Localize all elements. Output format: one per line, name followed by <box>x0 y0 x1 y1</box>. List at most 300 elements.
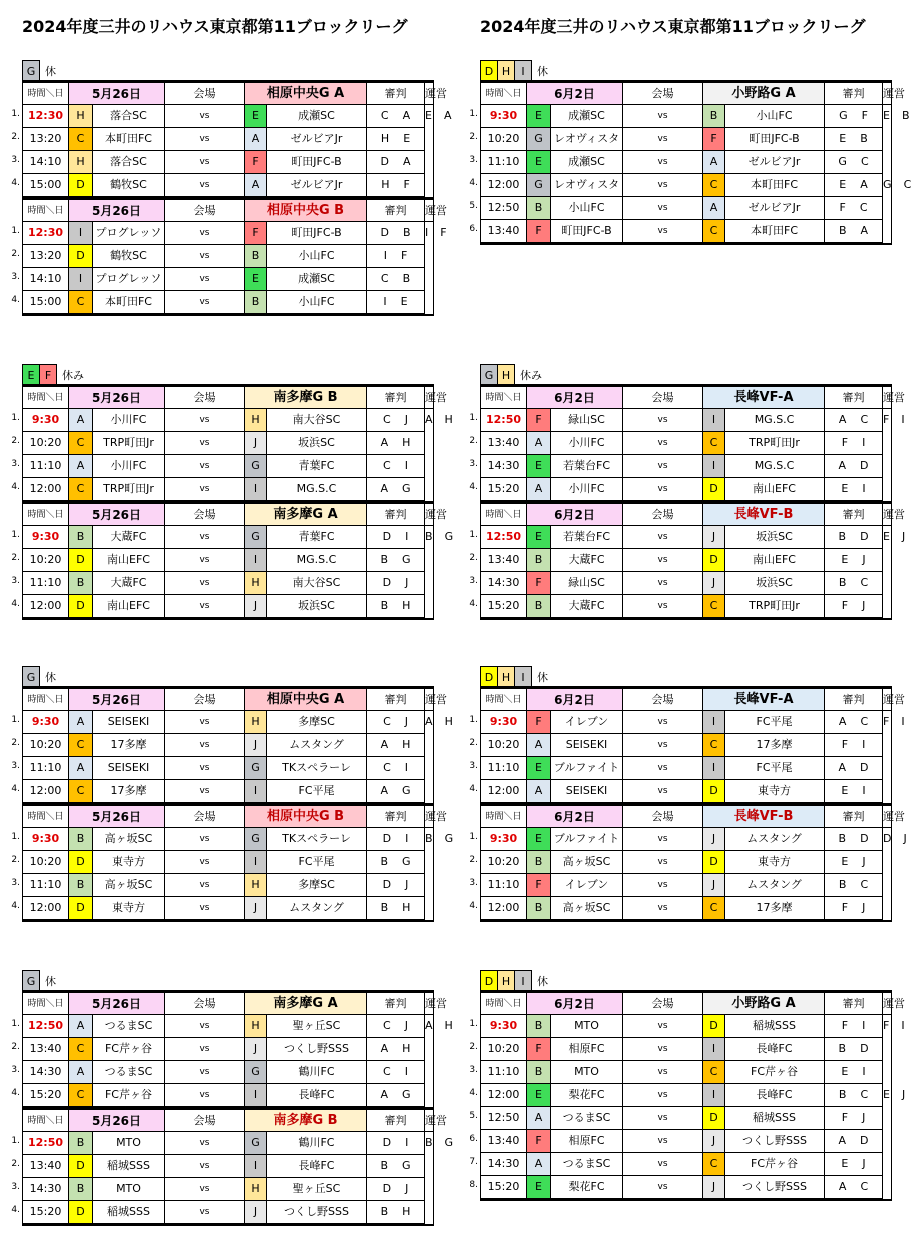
rest-team-badge: F <box>39 364 57 386</box>
away-team-letter: G <box>245 828 267 851</box>
kickoff-time: 13:40 <box>481 1130 527 1153</box>
home-team-letter: B <box>69 1178 93 1201</box>
home-team: 高ヶ坂SC <box>551 897 623 920</box>
match-block <box>469 384 906 503</box>
operation-header: 運営 <box>883 387 892 409</box>
home-team: 南山EFC <box>93 595 165 618</box>
away-team: ムスタング <box>725 874 825 897</box>
row-number: 3. <box>11 576 20 586</box>
match-row <box>481 1084 892 1107</box>
away-team-letter: I <box>703 711 725 734</box>
home-team-letter: B <box>69 572 93 595</box>
match-row <box>23 1155 434 1178</box>
operation-teams <box>883 572 892 595</box>
kickoff-time: 12:00 <box>23 780 69 803</box>
schedule-panel <box>11 364 454 620</box>
match-row <box>481 572 892 595</box>
referee-teams <box>825 151 883 174</box>
referee-1: A <box>838 413 847 426</box>
away-team: 町田JFC-B <box>725 128 825 151</box>
referee-1: A <box>380 1042 389 1055</box>
away-team: 東寺方 <box>725 780 825 803</box>
referee-2: G <box>402 855 411 868</box>
kickoff-time: 11:10 <box>23 757 69 780</box>
away-team-letter: I <box>703 409 725 432</box>
away-team: TKスペラーレ <box>267 757 367 780</box>
kickoff-time: 9:30 <box>481 105 527 128</box>
operation-header: 運営 <box>883 689 892 711</box>
row-number: 2. <box>11 553 20 563</box>
row-number: 3. <box>11 878 20 888</box>
home-team-letter: A <box>69 711 93 734</box>
referee-1: E <box>841 1157 849 1170</box>
home-team: 若葉台FC <box>551 455 623 478</box>
away-team-letter: A <box>245 128 267 151</box>
referee-2: H <box>402 436 411 449</box>
away-team-letter: D <box>703 1107 725 1130</box>
rest-label: 休み <box>520 369 542 382</box>
home-team: プログレッソ <box>93 222 165 245</box>
rest-label: 休 <box>45 975 56 988</box>
row-number: 4. <box>11 1088 20 1098</box>
referee-teams <box>367 151 425 174</box>
home-team: 17多摩 <box>93 734 165 757</box>
referee-2: G <box>402 553 411 566</box>
time-day-header: 時間＼日 <box>481 806 527 828</box>
kickoff-time: 15:00 <box>23 174 69 197</box>
header-row <box>23 387 434 409</box>
away-team-letter: A <box>245 174 267 197</box>
referee-teams <box>367 291 425 314</box>
home-team: 成瀬SC <box>551 105 623 128</box>
operation-header: 運営 <box>425 504 434 526</box>
referee-2: I <box>405 530 409 543</box>
home-team-letter: D <box>69 549 93 572</box>
referee-1: B <box>838 224 847 237</box>
referee-2: I <box>405 1136 409 1149</box>
home-team-letter: A <box>69 1015 93 1038</box>
row-number: 4. <box>11 784 20 794</box>
operation-1: F <box>883 1019 890 1033</box>
referee-teams <box>825 526 883 549</box>
vs-label: vs <box>623 478 703 501</box>
rest-team-badge: I <box>514 970 532 992</box>
vs-label: vs <box>623 128 703 151</box>
home-team-letter: E <box>527 105 551 128</box>
row-number: 4. <box>11 295 20 305</box>
vs-label: vs <box>623 595 703 618</box>
row-number: 1. <box>11 413 20 423</box>
operation-2: H <box>444 1019 453 1033</box>
referee-teams <box>367 245 425 268</box>
operation-teams <box>425 174 434 197</box>
kickoff-time: 12:00 <box>481 897 527 920</box>
home-team: FC芹ヶ谷 <box>93 1084 165 1107</box>
away-team-letter: J <box>245 595 267 618</box>
referee-teams <box>367 105 425 128</box>
rest-indicator <box>22 970 434 992</box>
away-team: MG.S.C <box>267 549 367 572</box>
operation-header: 運営 <box>425 689 434 711</box>
away-team-letter: E <box>245 268 267 291</box>
header-row <box>23 806 434 828</box>
away-team-letter: D <box>703 549 725 572</box>
kickoff-time: 10:20 <box>23 549 69 572</box>
match-table <box>22 688 453 803</box>
home-team: 落合SC <box>93 151 165 174</box>
referee-1: D <box>382 1182 392 1195</box>
home-team-letter: F <box>527 1130 551 1153</box>
rest-team-badge: D <box>480 970 498 992</box>
home-team-letter: B <box>527 1015 551 1038</box>
referee-1: F <box>841 738 849 751</box>
away-team: ムスタング <box>725 828 825 851</box>
home-team-letter: A <box>527 734 551 757</box>
referee-2: C <box>860 878 869 891</box>
referee-teams <box>825 734 883 757</box>
kickoff-time: 12:50 <box>23 1132 69 1155</box>
home-team: ブルファイト <box>551 828 623 851</box>
home-team: 大蔵FC <box>93 526 165 549</box>
operation-header: 運営 <box>883 806 892 828</box>
kickoff-time: 13:40 <box>481 220 527 243</box>
kickoff-time: 12:00 <box>23 595 69 618</box>
time-day-header: 時間＼日 <box>481 504 527 526</box>
row-number: 3. <box>469 1065 478 1075</box>
row-number: 5. <box>469 201 478 211</box>
away-team-letter: H <box>245 1178 267 1201</box>
operation-1: D <box>883 832 892 846</box>
match-table <box>22 805 454 920</box>
referee-2: H <box>402 1042 411 1055</box>
referee-1: G <box>838 155 847 168</box>
home-team: レオヴィスタ <box>551 174 623 197</box>
venue-name: 南多摩G A <box>245 504 367 526</box>
date-cell: 5月26日 <box>69 200 165 222</box>
rest-label: 休 <box>537 65 548 78</box>
operation-1: E <box>425 109 432 123</box>
header-row <box>23 83 434 105</box>
operation-1: E <box>883 530 890 544</box>
vs-label: vs <box>165 151 245 174</box>
referee-2: C <box>860 155 869 168</box>
operation-2: G <box>444 1136 454 1150</box>
kickoff-time: 13:40 <box>23 1155 69 1178</box>
kickoff-time: 11:10 <box>481 757 527 780</box>
referee-1: E <box>841 482 849 495</box>
away-team-letter: J <box>245 1038 267 1061</box>
referee-1: D <box>382 832 392 845</box>
vs-label: vs <box>623 711 703 734</box>
away-team: 小山FC <box>267 245 367 268</box>
row-number: 2. <box>11 249 20 259</box>
referee-2: J <box>404 715 408 728</box>
referee-2: J <box>405 1182 409 1195</box>
away-team-letter: G <box>245 455 267 478</box>
vs-label: vs <box>623 828 703 851</box>
referee-2: E <box>400 295 408 308</box>
kickoff-time: 14:10 <box>23 268 69 291</box>
match-table <box>480 386 906 501</box>
referee-teams <box>825 174 883 197</box>
venue-name: 相原中央G B <box>245 806 367 828</box>
away-team: FC平尾 <box>267 780 367 803</box>
kickoff-time: 14:10 <box>23 151 69 174</box>
referee-1: I <box>383 295 387 308</box>
match-row <box>481 197 892 220</box>
vs-label: vs <box>623 526 703 549</box>
date-cell: 6月2日 <box>527 387 623 409</box>
referee-2: J <box>405 878 409 891</box>
rest-team-badge: G <box>480 364 498 386</box>
referee-teams <box>825 1084 883 1107</box>
kickoff-time: 10:20 <box>481 851 527 874</box>
match-block <box>11 686 453 805</box>
home-team-letter: D <box>69 897 93 920</box>
schedule-panel <box>469 60 911 245</box>
operation-1: B <box>425 832 433 846</box>
referee-2: C <box>860 715 869 728</box>
referee-1: E <box>841 1065 849 1078</box>
date-cell: 5月26日 <box>69 1110 165 1132</box>
operation-teams <box>425 1084 434 1107</box>
rest-label: 休 <box>537 671 548 684</box>
operation-header: 運営 <box>425 200 434 222</box>
referee-2: A <box>402 109 411 122</box>
home-team-letter: B <box>527 851 551 874</box>
home-team-letter: B <box>527 595 551 618</box>
kickoff-time: 12:50 <box>481 409 527 432</box>
vs-label: vs <box>623 105 703 128</box>
referee-teams <box>367 1084 425 1107</box>
operation-teams <box>425 151 434 174</box>
away-team: 本町田FC <box>725 220 825 243</box>
match-table <box>22 1109 454 1224</box>
operation-teams <box>883 595 892 618</box>
vs-label: vs <box>623 757 703 780</box>
kickoff-time: 12:50 <box>481 526 527 549</box>
away-team-letter: I <box>245 549 267 572</box>
row-number: 8. <box>469 1180 478 1190</box>
referee-teams <box>367 478 425 501</box>
away-team-letter: D <box>703 478 725 501</box>
away-team-letter: J <box>703 1176 725 1199</box>
referee-header: 審判 <box>825 806 883 828</box>
referee-2: B <box>402 226 411 239</box>
referee-2: G <box>402 784 411 797</box>
kickoff-time: 15:20 <box>481 1176 527 1199</box>
home-team-letter: B <box>69 1132 93 1155</box>
vs-label: vs <box>623 1061 703 1084</box>
referee-1: C <box>383 1065 391 1078</box>
home-team-letter: B <box>527 549 551 572</box>
operation-1: I <box>425 226 429 240</box>
row-number: 4. <box>469 599 478 609</box>
match-row <box>481 1130 892 1153</box>
match-row <box>23 1132 434 1155</box>
operation-teams <box>883 1015 905 1038</box>
referee-1: B <box>838 576 847 589</box>
match-row <box>23 268 434 291</box>
home-team: 大蔵FC <box>93 572 165 595</box>
kickoff-time: 12:00 <box>23 478 69 501</box>
match-row <box>23 828 434 851</box>
row-number: 1. <box>469 832 478 842</box>
venue-name: 相原中央G A <box>245 83 367 105</box>
referee-teams <box>367 874 425 897</box>
away-team: つくし野SSS <box>267 1201 367 1224</box>
referee-teams <box>825 1153 883 1176</box>
time-day-header: 時間＼日 <box>23 387 69 409</box>
operation-teams <box>883 874 892 897</box>
away-team-letter: G <box>245 526 267 549</box>
home-team: 南山EFC <box>93 549 165 572</box>
time-day-header: 時間＼日 <box>23 83 69 105</box>
away-team: つくし野SSS <box>725 1130 825 1153</box>
referee-1: F <box>841 1019 849 1032</box>
kickoff-time: 14:30 <box>23 1178 69 1201</box>
away-team-letter: I <box>703 1084 725 1107</box>
referee-2: D <box>860 459 869 472</box>
referee-2: I <box>862 784 866 797</box>
kickoff-time: 10:20 <box>23 851 69 874</box>
vs-label: vs <box>623 851 703 874</box>
operation-teams <box>425 874 434 897</box>
home-team-letter: E <box>527 757 551 780</box>
operation-teams <box>425 595 434 618</box>
home-team: つるまSC <box>551 1153 623 1176</box>
home-team: MTO <box>93 1132 165 1155</box>
rest-indicator <box>22 60 434 82</box>
kickoff-time: 10:20 <box>23 734 69 757</box>
operation-teams <box>425 711 453 734</box>
away-team: MG.S.C <box>725 455 825 478</box>
away-team: 青葉FC <box>267 455 367 478</box>
operation-teams <box>425 1015 453 1038</box>
row-number: 2. <box>469 1042 478 1052</box>
referee-teams <box>367 757 425 780</box>
home-team-letter: H <box>69 105 93 128</box>
match-row <box>23 432 434 455</box>
home-team-letter: C <box>69 291 93 314</box>
referee-teams <box>367 128 425 151</box>
time-day-header: 時間＼日 <box>23 806 69 828</box>
kickoff-time: 15:00 <box>23 291 69 314</box>
away-team: つくし野SSS <box>267 1038 367 1061</box>
away-team-letter: B <box>245 291 267 314</box>
row-number: 4. <box>11 482 20 492</box>
row-number: 7. <box>469 1157 478 1167</box>
home-team: FC芹ヶ谷 <box>93 1038 165 1061</box>
away-team-letter: H <box>245 711 267 734</box>
referee-1: B <box>380 1159 388 1172</box>
operation-teams <box>425 128 434 151</box>
kickoff-time: 13:20 <box>23 245 69 268</box>
kickoff-time: 12:00 <box>23 897 69 920</box>
operation-teams <box>883 757 892 780</box>
away-team: 小山FC <box>725 105 825 128</box>
referee-teams <box>825 220 883 243</box>
rest-indicator <box>480 364 892 386</box>
home-team: 落合SC <box>93 105 165 128</box>
away-team-letter: J <box>703 828 725 851</box>
referee-2: J <box>404 1019 408 1032</box>
away-team: MG.S.C <box>267 478 367 501</box>
rest-team-badge: H <box>497 970 515 992</box>
row-number: 4. <box>11 901 20 911</box>
operation-1: F <box>883 715 890 729</box>
match-row <box>481 1176 892 1199</box>
operation-2: H <box>444 715 453 729</box>
referee-teams <box>367 851 425 874</box>
match-row <box>23 897 434 920</box>
home-team: MTO <box>93 1178 165 1201</box>
match-row <box>23 549 434 572</box>
vs-label: vs <box>165 572 245 595</box>
venue-label: 会場 <box>165 689 245 711</box>
home-team-letter: E <box>527 1176 551 1199</box>
vs-label: vs <box>165 1155 245 1178</box>
rest-indicator <box>480 666 892 688</box>
referee-teams <box>367 1038 425 1061</box>
row-number: 4. <box>469 1088 478 1098</box>
referee-2: I <box>405 832 409 845</box>
row-number: 3. <box>11 1182 20 1192</box>
referee-teams <box>825 851 883 874</box>
match-row <box>481 1153 892 1176</box>
referee-header: 審判 <box>367 993 425 1015</box>
rest-team-badge: D <box>480 60 498 82</box>
time-day-header: 時間＼日 <box>481 387 527 409</box>
kickoff-time: 12:00 <box>481 1084 527 1107</box>
row-number: 2. <box>11 132 20 142</box>
away-team-letter: J <box>703 874 725 897</box>
kickoff-time: 12:30 <box>23 222 69 245</box>
home-team: MTO <box>551 1015 623 1038</box>
referee-teams <box>825 595 883 618</box>
kickoff-time: 12:50 <box>481 197 527 220</box>
kickoff-time: 13:20 <box>23 128 69 151</box>
away-team: ムスタング <box>267 897 367 920</box>
home-team: 緑山SC <box>551 572 623 595</box>
referee-1: B <box>838 1088 847 1101</box>
referee-header: 審判 <box>825 83 883 105</box>
vs-label: vs <box>165 478 245 501</box>
referee-2: I <box>862 436 866 449</box>
operation-teams <box>425 851 434 874</box>
away-team: ムスタング <box>267 734 367 757</box>
venue-name: 長峰VF-A <box>703 387 825 409</box>
title-left: 2024年度三井のリハウス東京都第11ブロックリーグ <box>22 17 408 36</box>
header-row <box>481 806 892 828</box>
venue-name: 長峰VF-B <box>703 504 825 526</box>
home-team-letter: F <box>527 220 551 243</box>
operation-teams <box>425 222 447 245</box>
referee-header: 審判 <box>367 83 425 105</box>
away-team-letter: J <box>245 432 267 455</box>
away-team-letter: F <box>245 222 267 245</box>
rest-indicator <box>22 666 434 688</box>
referee-teams <box>367 1201 425 1224</box>
venue-name: 南多摩G B <box>245 1110 367 1132</box>
home-team-letter: F <box>527 711 551 734</box>
time-day-header: 時間＼日 <box>481 993 527 1015</box>
vs-label: vs <box>623 1153 703 1176</box>
vs-label: vs <box>165 1038 245 1061</box>
home-team-letter: A <box>527 432 551 455</box>
away-team: 町田JFC-B <box>267 151 367 174</box>
rest-indicator <box>480 60 892 82</box>
